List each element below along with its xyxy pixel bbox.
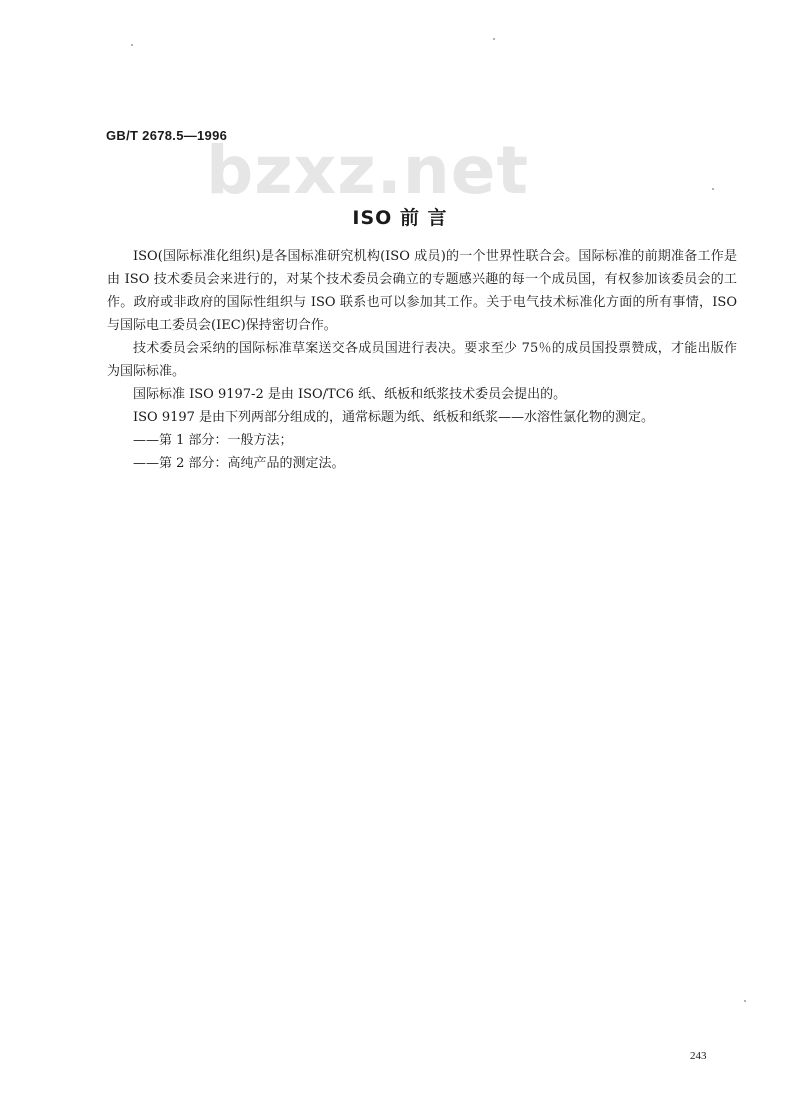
list-item: ——第 2 部分：高纯产品的测定法。 <box>133 456 345 471</box>
paragraph: 国际标准 ISO 9197-2 是由 ISO/TC6 纸、纸板和纸浆技术委员会提出的。 <box>133 387 567 402</box>
list-item: ——第 1 部分：一般方法； <box>133 433 293 448</box>
scan-speck <box>493 38 495 40</box>
paragraph: 技术委员会采纳的国际标准草案送交各成员国进行表决。要求至少 75％的成员国投票赞成，才能出版作为国际标准。 <box>107 341 737 379</box>
scan-speck <box>744 1000 746 1002</box>
scan-speck <box>712 188 714 190</box>
page-number: 243 <box>690 1050 707 1062</box>
scan-speck <box>131 44 133 46</box>
paragraph: ISO 9197 是由下列两部分组成的，通常标题为纸、纸板和纸浆——水溶性氯化物的测定。 <box>133 410 655 425</box>
page-title: ISO 前 言 <box>352 207 448 229</box>
paragraph: ISO(国际标准化组织)是各国标准研究机构(ISO 成员)的一个世界性联合会。国际标准的前期准备工作是由 ISO 技术委员会来进行的，对某个技术委员会确立的专题感兴趣的每一个成员国，有权参加该委员会的工作。政府或非政府的国际性组织与 ISO 联系也可以参加其工作。关于电气技术标准化方面的所有事情，ISO 与国际电工委员会(IEC)保持密切合作。 <box>107 249 737 333</box>
standard-code: GB/T 2678.5—1996 <box>106 128 228 143</box>
watermark-text: bzxz.net <box>206 132 530 209</box>
document-body <box>107 245 737 475</box>
